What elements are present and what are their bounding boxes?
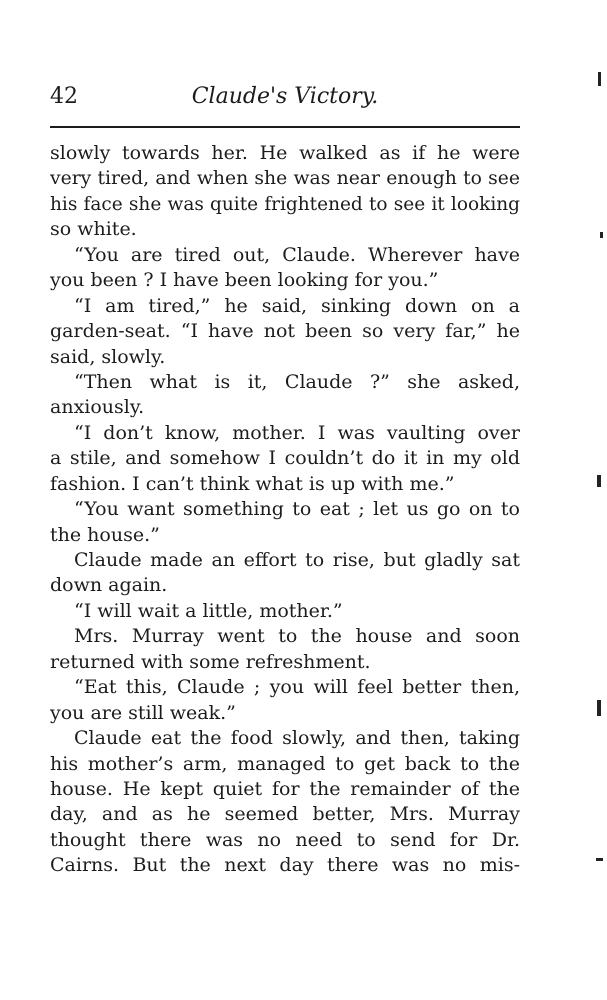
text-line: garden-seat. “I have not been so very far,” he — [50, 320, 520, 343]
page-number: 42 — [50, 84, 78, 109]
text-line: “I am tired,” he said, sinking down on a — [74, 294, 520, 317]
text-line: down again. — [50, 574, 168, 597]
text-line: you been ? I have been looking for you.” — [50, 269, 439, 292]
running-title: Claude's Victory. — [191, 84, 379, 109]
scan-mark — [597, 475, 601, 487]
body-text — [50, 141, 520, 879]
text-line: “I don’t know, mother. I was vaulting over — [74, 421, 520, 444]
text-line: Claude made an effort to rise, but gladly sat — [74, 549, 520, 571]
scan-mark — [600, 232, 603, 238]
header-rule — [50, 126, 520, 128]
text-line: so white. — [50, 218, 137, 241]
text-line: very tired, and when she was near enough to see — [50, 168, 520, 190]
text-line: Cairns. But the next day there was no mis- — [50, 854, 520, 877]
scan-mark — [598, 72, 601, 86]
text-line: “Eat this, Claude ; you will feel better then, — [74, 676, 520, 699]
text-line: the house.” — [50, 523, 160, 546]
text-line: Mrs. Murray went to the house and soon — [74, 625, 520, 648]
scan-mark — [596, 858, 603, 861]
text-line: thought there was no need to send for Dr. — [50, 828, 520, 851]
text-line: returned with some refreshment. — [50, 650, 371, 673]
text-line: house. He kept quiet for the remainder of the — [50, 777, 520, 800]
text-line: his mother’s arm, managed to get back to the — [50, 752, 520, 775]
text-line: anxiously. — [50, 396, 145, 419]
text-line: you are still weak.” — [50, 701, 236, 724]
scan-mark — [597, 700, 601, 716]
text-line: a stile, and somehow I couldn’t do it in my old — [50, 447, 520, 470]
text-line: fashion. I can’t think what is up with me.” — [50, 472, 455, 495]
text-line: Claude eat the food slowly, and then, taking — [74, 727, 520, 750]
text-line: “Then what is it, Claude ?” she asked, — [74, 370, 520, 393]
text-line: said, slowly. — [50, 345, 166, 368]
text-line: “You are tired out, Claude. Wherever have — [74, 243, 520, 266]
text-line: his face she was quite frightened to see it looking — [50, 193, 520, 215]
text-line: slowly towards her. He walked as if he were — [50, 142, 520, 164]
text-line: “I will wait a little, mother.” — [74, 599, 343, 622]
text-line: “You want something to eat ; let us go on to — [74, 498, 520, 521]
text-line: day, and as he seemed better, Mrs. Murray — [50, 803, 520, 826]
page-header — [50, 84, 520, 116]
